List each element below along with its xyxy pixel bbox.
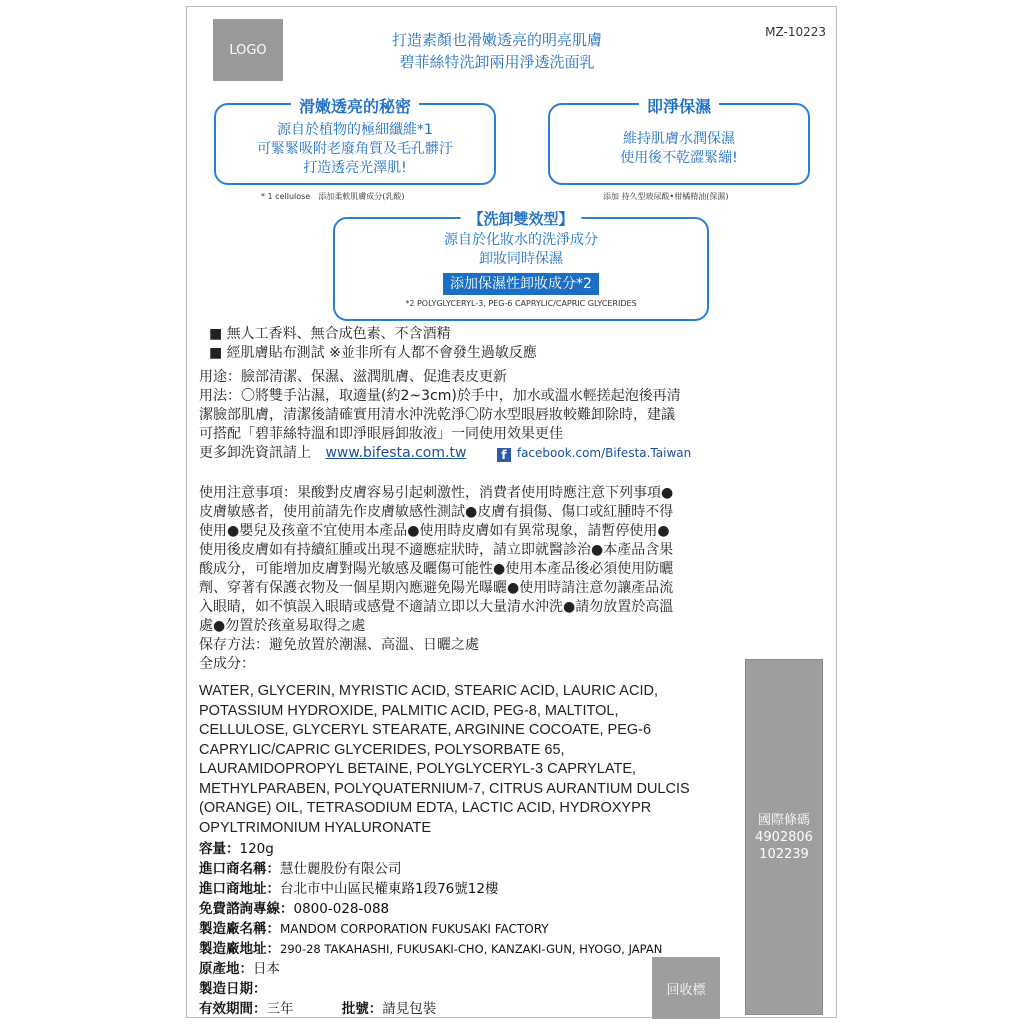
info-label: 免費諮詢專線： (199, 901, 294, 917)
usage-line: 潔臉部肌膚，清潔後請確實用清水沖洗乾淨〇防水型眼唇妝較難卸除時，建議 (199, 407, 675, 423)
info-label: 原產地： (199, 961, 253, 977)
batch-value: 請見包裝 (382, 1001, 437, 1017)
recycle-mark-placeholder: 回收標 (652, 957, 720, 1019)
ingredients-line: LAURAMIDOPROPYL BETAINE, POLYGLYCERYL-3 CAPRYLATE, (199, 761, 637, 777)
claim-item: ■ 無人工香料、無合成色素、不含酒精 (209, 326, 451, 342)
info-row (199, 879, 744, 899)
info-row (199, 939, 744, 959)
info-value: 慧仕麗股份有限公司 (280, 861, 402, 877)
info-row (199, 859, 744, 879)
storage-line: 保存方法：避免放置於潮濕、高溫、日曬之處 (199, 637, 479, 653)
headline (337, 29, 657, 73)
ingredients-line: WATER, GLYCERIN, MYRISTIC ACID, STEARIC ACID, LAURIC ACID, (199, 683, 658, 699)
feature-box-right-title: 即淨保濕 (639, 94, 719, 117)
feature-box-center-title: 【洗卸雙效型】 (460, 208, 581, 229)
claim-item: ■ 經肌膚貼布測試 ※並非所有人都不會發生過敏反應 (209, 345, 537, 361)
usage-line: 可搭配「碧菲絲特溫和即淨眼唇卸妝液」一同使用效果更佳 (199, 426, 563, 442)
expiry-label: 有效期間： (199, 1001, 267, 1017)
barcode-placeholder (745, 659, 823, 1015)
info-row (199, 839, 744, 859)
usage-section (199, 368, 759, 463)
feature-box-right-text (550, 130, 808, 168)
caution-line: 入眼睛，如不慎誤入眼睛或感覺不適請立即以大量清水沖洗●請勿放置於高溫 (199, 599, 674, 615)
ingredients-line: POTASSIUM HYDROXIDE, PALMITIC ACID, PEG-8, MALTITOL, (199, 702, 619, 719)
label-sheet (186, 6, 837, 1018)
info-label: 製造廠名稱： (199, 921, 280, 937)
ingredients-line: (ORANGE) OIL, TETRASODIUM EDTA, LACTIC ACID, HYDROXYPR (199, 800, 652, 816)
ingredients-line: METHYLPARABEN, POLYQUATERNIUM-7, CITRUS AURANTIUM DULCIS (199, 780, 690, 797)
footnote-center: *2 POLYGLYCERYL-3, PEG-6 CAPRYLIC/CAPRIC GLYCERIDES (405, 299, 637, 308)
ingredients-line: OPYLTRIMONIUM HYALURONATE (199, 819, 432, 836)
feature-center-line-2: 卸妝同時保濕 (479, 251, 563, 267)
feature-right-line-1: 維持肌膚水潤保濕 (623, 131, 735, 147)
caution-line: 使用後皮膚如有持續紅腫或出現不適應症狀時，請立即就醫診治●本產品含果 (199, 542, 674, 558)
info-label: 製造廠地址： (199, 941, 280, 957)
caution-line: 劑、穿著有保護衣物及一個星期內應避免陽光曝曬●使用時請注意勿讓產品流 (199, 580, 674, 596)
info-label: 容量： (199, 841, 240, 857)
info-row (199, 919, 744, 939)
ingredients-label: 全成分： (199, 656, 255, 672)
feature-left-line-3: 打造透亮光澤肌! (303, 160, 407, 176)
feature-left-line-2: 可緊緊吸附老廢角質及毛孔髒汙 (257, 141, 453, 157)
expiry-value: 三年 (266, 1001, 294, 1017)
caution-section (199, 484, 759, 674)
claims-list (209, 325, 537, 363)
feature-center-line-1: 源自於化妝水的洗淨成分 (444, 232, 598, 248)
facebook-link[interactable] (497, 446, 691, 460)
info-value: 120g (239, 841, 274, 857)
facebook-icon: f (497, 448, 511, 462)
feature-box-center-text (335, 231, 707, 269)
info-label: 製造日期： (199, 981, 267, 997)
usage-line: 用法：〇將雙手沾濕，取適量(約2~3cm)於手中，加水或溫水輕搓起泡後再清 (199, 388, 681, 404)
caution-line: 皮膚敏感者，使用前請先作皮膚敏感性測試●皮膚有損傷、傷口或紅腫時不得 (199, 504, 674, 520)
feature-box-center (333, 210, 709, 321)
moisturizing-highlight: 添加保濕性卸妝成分*2 (443, 273, 599, 295)
caution-line: 使用注意事項：果酸對皮膚容易引起刺激性，消費者使用時應注意下列事項● (199, 485, 674, 501)
info-label: 進口商名稱： (199, 861, 280, 877)
facebook-url: facebook.com/Bifesta.Taiwan (516, 446, 692, 460)
headline-line-1: 打造素顏也滑嫩透亮的明亮肌膚 (391, 31, 602, 49)
headline-line-2: 碧菲絲特洗卸兩用淨透洗面乳 (399, 53, 595, 71)
info-row (199, 899, 744, 919)
footnote-left: * 1 cellulose 添加柔軟肌膚成分(乳酸) (261, 192, 405, 201)
info-value: 0800-028-088 (293, 901, 390, 917)
feature-left-line-1: 源自於植物的極細纖維*1 (277, 122, 433, 138)
info-label: 進口商地址： (199, 881, 280, 897)
barcode-label: 國際條碼 (757, 813, 810, 828)
info-value: 290-28 TAKAHASHI, FUKUSAKI-CHO, KANZAKI-GUN, HYOGO, JAPAN (280, 942, 663, 956)
footnote-right: 添加 持久型玻尿酸•柑橘精油(保濕) (603, 192, 729, 201)
more-info-label: 更多卸洗資訊請上 (199, 445, 311, 461)
ingredients-list (199, 682, 739, 838)
info-value: 台北市中山區民權東路1段76號12樓 (280, 881, 499, 897)
feature-box-left-text (216, 121, 494, 178)
info-value: 日本 (253, 961, 280, 977)
feature-box-left (214, 97, 496, 185)
feature-box-left-title: 滑嫩透亮的秘密 (291, 94, 419, 117)
logo-placeholder: LOGO (213, 19, 283, 81)
more-info-line (199, 444, 759, 463)
feature-box-right (548, 97, 810, 185)
info-value: MANDOM CORPORATION FUKUSAKI FACTORY (280, 922, 549, 936)
barcode-number-part-1: 4902806 (755, 830, 813, 845)
usage-line: 用途：臉部清潔、保濕、滋潤肌膚、促進表皮更新 (199, 369, 507, 385)
feature-right-line-2: 使用後不乾澀緊繃! (620, 150, 738, 166)
barcode-number-part-2: 102239 (759, 847, 809, 862)
ingredients-line: CAPRYLIC/CAPRIC GLYCERIDES, POLYSORBATE 65, (199, 741, 565, 758)
batch-label: 批號： (341, 1001, 383, 1017)
caution-line: 酸成分，可能增加皮膚對陽光敏感及曬傷可能性●使用本產品後必須使用防曬 (199, 561, 674, 577)
caution-line: 處●勿置於孩童易取得之處 (199, 618, 366, 634)
website-link[interactable]: www.bifesta.com.tw (325, 445, 467, 461)
caution-line: 使用●嬰兒及孩童不宜使用本產品●使用時皮膚如有異常現象，請暫停使用● (199, 523, 670, 539)
ingredients-line: CELLULOSE, GLYCERYL STEARATE, ARGININE COCOATE, PEG-6 (199, 722, 652, 738)
product-code: MZ-10223 (765, 25, 826, 39)
